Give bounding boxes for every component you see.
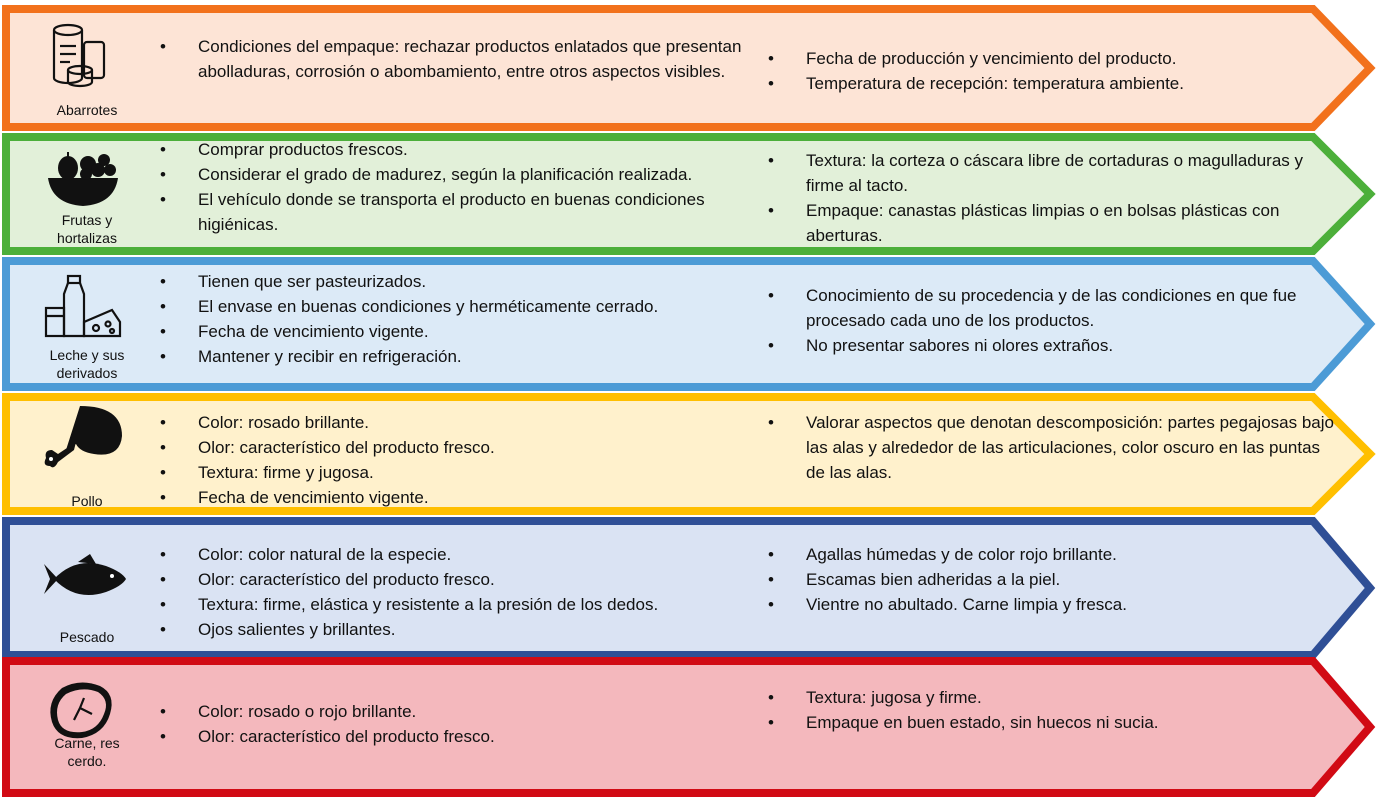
- canned-goods-icon: [40, 22, 126, 88]
- list-item: • El vehículo donde se transporta el producto en buenas condiciones higiénicas.: [158, 187, 748, 237]
- right-criteria-list: [766, 542, 1341, 617]
- list-item: • Comprar productos frescos.: [158, 137, 748, 162]
- row-frutas-hortalizas: [0, 132, 1388, 256]
- list-item: • Textura: firme y jugosa.: [158, 460, 748, 485]
- list-item: • Fecha de vencimiento vigente.: [158, 485, 748, 510]
- row-abarrotes: [0, 4, 1388, 132]
- list-item: • No presentar sabores ni olores extraños.: [766, 333, 1341, 358]
- list-item: • Considerar el grado de madurez, según la planificación realizada.: [158, 162, 748, 187]
- chicken-leg-icon: [40, 404, 126, 470]
- fish-icon: [40, 546, 126, 612]
- left-criteria-list: [158, 269, 748, 369]
- list-item: • El envase en buenas condiciones y herméticamente cerrado.: [158, 294, 748, 319]
- list-item: • Mantener y recibir en refrigeración.: [158, 344, 748, 369]
- list-item: • Tienen que ser pasteurizados.: [158, 269, 748, 294]
- list-item: • Textura: jugosa y firme.: [766, 685, 1341, 710]
- list-item: • Fecha de producción y vencimiento del producto.: [766, 46, 1341, 71]
- list-item: • Olor: característico del producto fresco.: [158, 435, 748, 460]
- list-item: • Fecha de vencimiento vigente.: [158, 319, 748, 344]
- list-item: • Agallas húmedas y de color rojo brillante.: [766, 542, 1341, 567]
- category-label: Pollo: [71, 493, 103, 509]
- left-criteria-list: [158, 410, 748, 510]
- left-criteria-list: [158, 137, 748, 237]
- right-criteria-list: [766, 46, 1341, 96]
- left-criteria-list: [158, 34, 748, 84]
- list-item: • Color: rosado brillante.: [158, 410, 748, 435]
- left-criteria-list: [158, 542, 748, 642]
- list-item: • Olor: característico del producto fresco.: [158, 567, 748, 592]
- fruit-bowl-icon: [40, 144, 126, 210]
- list-item: • Conocimiento de su procedencia y de las condiciones en que fue procesado cada uno de los productos.: [766, 283, 1341, 333]
- right-criteria-list: [766, 283, 1341, 358]
- right-criteria-list: [766, 685, 1341, 735]
- list-item: • Escamas bien adheridas a la piel.: [766, 567, 1341, 592]
- left-criteria-list: [158, 699, 748, 749]
- category-label: Pescado: [59, 629, 115, 645]
- category-label: Abarrotes: [56, 102, 118, 118]
- right-criteria-list: [766, 148, 1341, 248]
- list-item: • Ojos salientes y brillantes.: [158, 617, 748, 642]
- list-item: • Condiciones del empaque: rechazar productos enlatados que presentan abolladuras, corrosión o abombamiento, entre otros aspectos visibles.: [158, 34, 748, 84]
- row-pescado: [0, 516, 1388, 660]
- list-item: • Color: rosado o rojo brillante.: [158, 699, 748, 724]
- milk-cheese-icon: [40, 274, 126, 340]
- list-item: • Textura: firme, elástica y resistente a la presión de los dedos.: [158, 592, 748, 617]
- category-label: Leche y sus derivados: [49, 347, 125, 381]
- list-item: • Color: color natural de la especie.: [158, 542, 748, 567]
- category-label: Carne, res cerdo.: [54, 735, 120, 769]
- right-criteria-list: [766, 410, 1341, 485]
- list-item: • Textura: la corteza o cáscara libre de cortaduras o magulladuras y firme al tacto.: [766, 148, 1341, 198]
- row-leche-derivados: [0, 256, 1388, 392]
- list-item: • Vientre no abultado. Carne limpia y fresca.: [766, 592, 1341, 617]
- list-item: • Empaque en buen estado, sin huecos ni sucia.: [766, 710, 1341, 735]
- row-pollo: [0, 392, 1388, 516]
- list-item: • Empaque: canastas plásticas limpias o en bolsas plásticas con aberturas.: [766, 198, 1341, 248]
- row-carne: [0, 656, 1388, 798]
- list-item: • Valorar aspectos que denotan descomposición: partes pegajosas bajo las alas y alrededor de las articulaciones, color oscuro en las puntas de las alas.: [766, 410, 1341, 485]
- category-label: Frutas y hortalizas: [57, 212, 117, 246]
- list-item: • Olor: característico del producto fresco.: [158, 724, 748, 749]
- list-item: • Temperatura de recepción: temperatura ambiente.: [766, 71, 1341, 96]
